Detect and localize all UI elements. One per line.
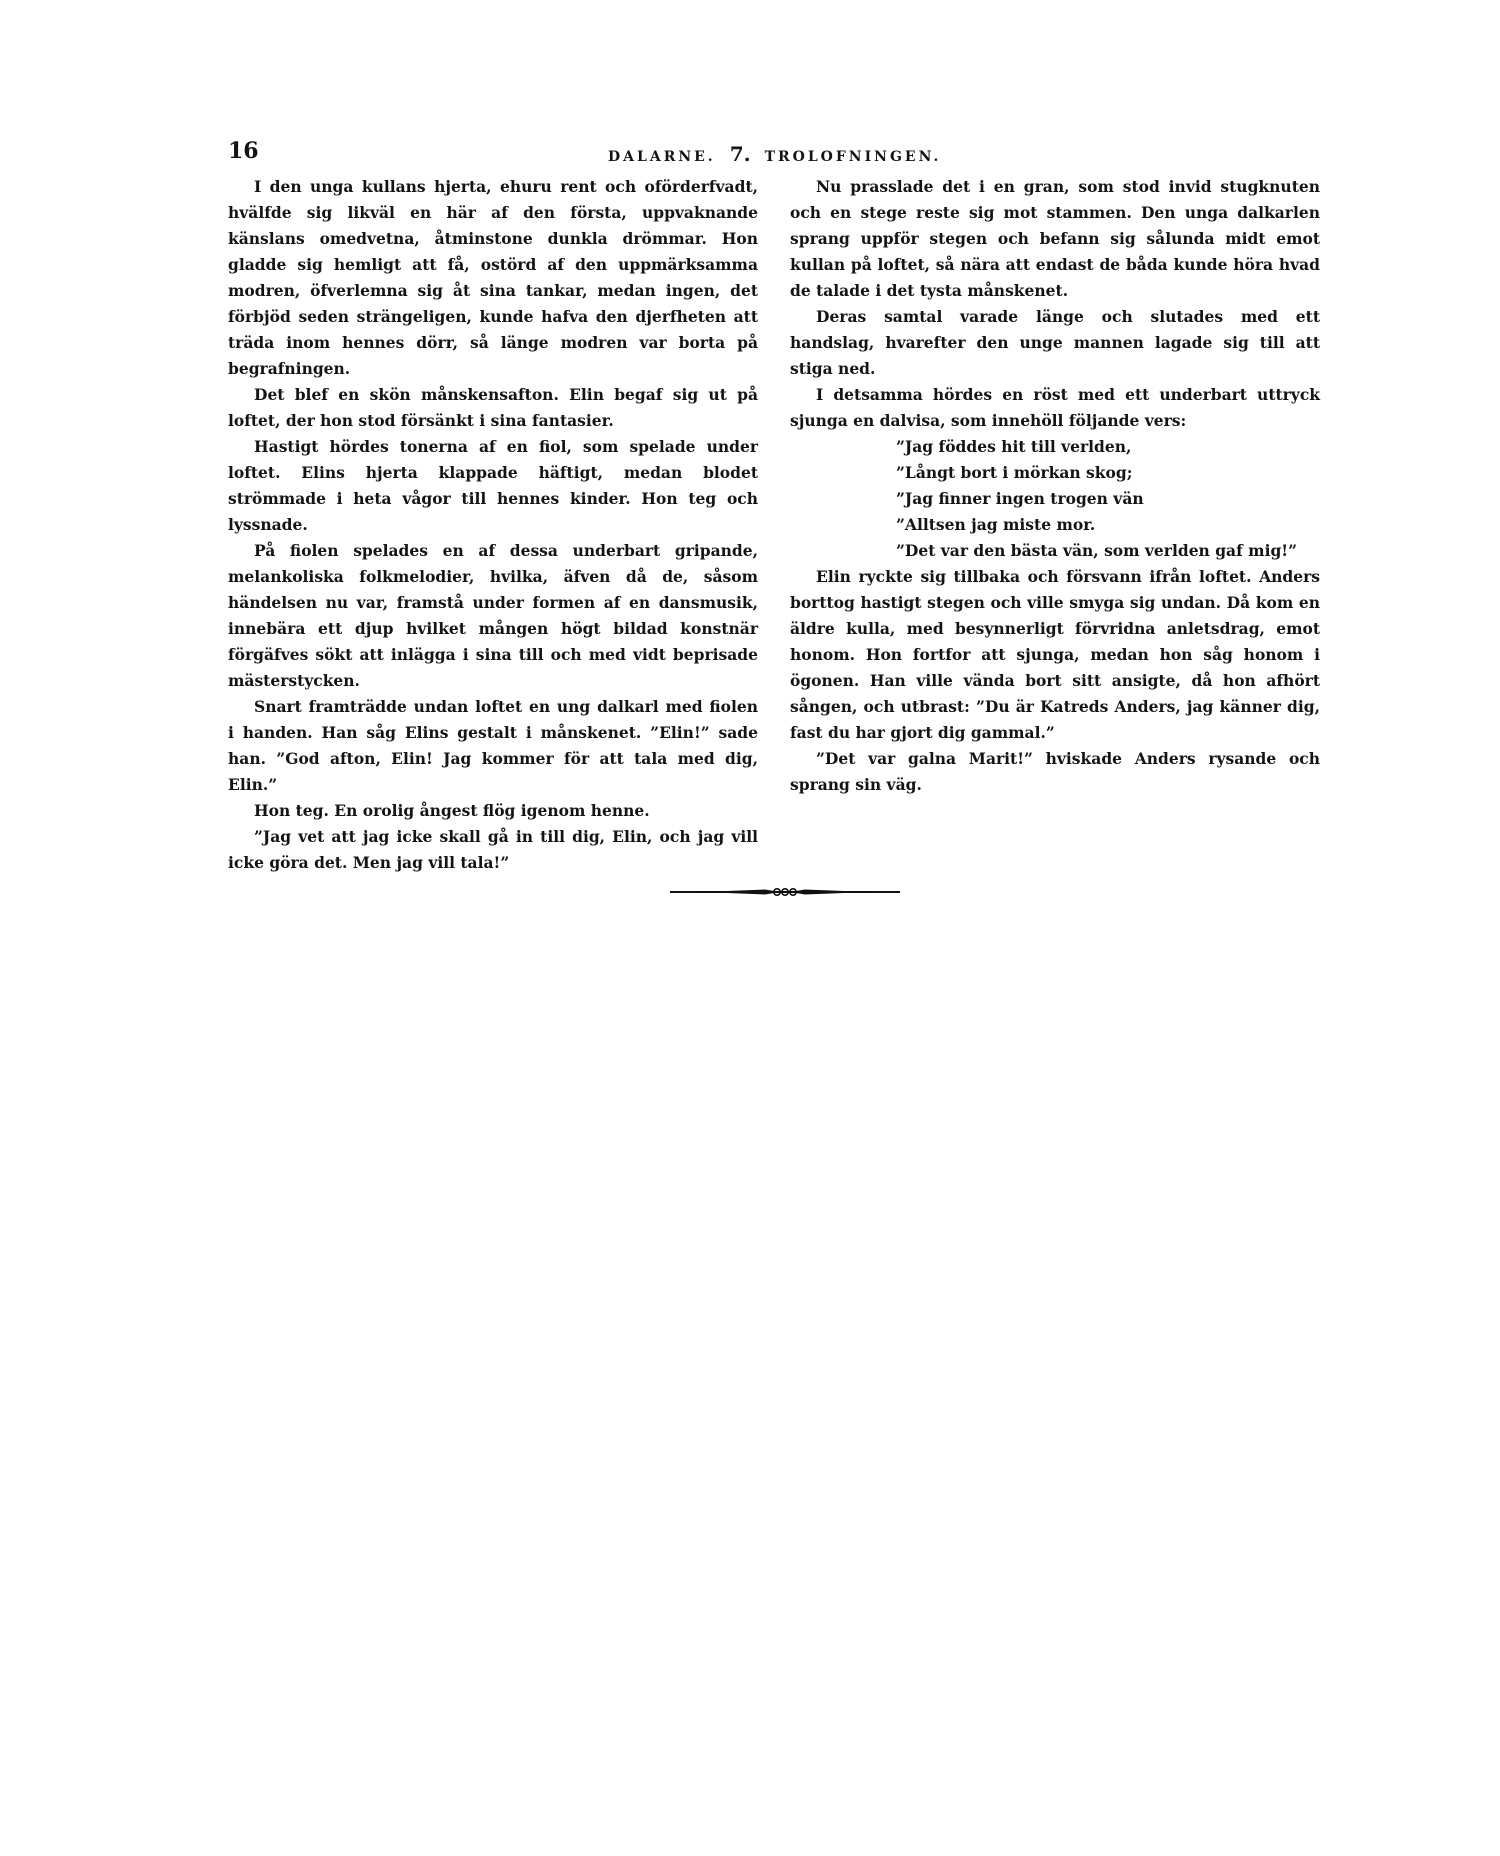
paragraph: Det blef en skön månskensafton. Elin begaf sig ut på loftet, der hon stod försänkt i sina fantasier. bbox=[228, 385, 758, 430]
right-column bbox=[790, 174, 1320, 798]
paragraph: Hon teg. En orolig ångest flög igenom henne. bbox=[254, 801, 650, 820]
paragraph: Elin ryckte sig tillbaka och försvann ifrån loftet. Anders borttog hastigt stegen och ville smyga sig undan. Då kom en äldre kulla, med besynnerligt förvridna anletsdrag, emot honom. Hon fortfor att sjunga, medan hon såg honom i ögonen. Han ville vända bort sitt ansigte, då hon afhört sången, och utbrast: ”Du är Katreds Anders, jag känner dig, fast du har gjort dig gammal.” bbox=[790, 567, 1320, 742]
verse-line: ”Det var den bästa vän, som verlden gaf mig!” bbox=[896, 541, 1298, 560]
page-number: 16 bbox=[228, 138, 259, 164]
left-column bbox=[228, 174, 758, 876]
ornament-divider bbox=[670, 883, 900, 901]
paragraph: ”Det var galna Marit!” hviskade Anders rysande och sprang sin väg. bbox=[790, 749, 1320, 794]
paragraph: Hastigt hördes tonerna af en fiol, som spelade under loftet. Elins hjerta klappade häftigt, medan blodet strömmade i heta vågor till hennes kinder. Hon teg och lyssnade. bbox=[228, 437, 758, 534]
paragraph: ”Jag vet att jag icke skall gå in till dig, Elin, och jag vill icke göra det. Men jag vill tala!” bbox=[228, 827, 758, 872]
verse-line: ”Jag finner ingen trogen vän bbox=[896, 489, 1144, 508]
paragraph: I den unga kullans hjerta, ehuru rent och oförderfvadt, hvälfde sig likväl en här af den första, uppvaknande känslans omedvetna, åtminstone dunkla drömmar. Hon gladde sig hemligt att få, ostörd af den uppmärksamma modren, öfverlemna sig åt sina tankar, medan ingen, det förbjöd seden strängeligen, kunde hafva den djerfheten att träda inom hennes dörr, så länge modren var borta på begrafningen. bbox=[228, 177, 758, 378]
running-head-left: DALARNE. bbox=[608, 149, 716, 165]
verse-line: ”Jag föddes hit till verlden, bbox=[896, 437, 1132, 456]
paragraph: I detsamma hördes en röst med ett underbart uttryck sjunga en dalvisa, som innehöll följande vers: bbox=[790, 385, 1320, 430]
page-header bbox=[228, 138, 1358, 168]
paragraph: På fiolen spelades en af dessa underbart gripande, melankoliska folkmelodier, hvilka, äfven då de, såsom händelsen nu var, framstå under formen af en dansmusik, innebära ett djup hvilket mången högt bildad konstnär förgäfves sökt att inlägga i sina till och med vidt beprisade mästerstycken. bbox=[228, 541, 758, 690]
running-head-right: TROLOFNINGEN. bbox=[764, 149, 942, 165]
chapter-number: 7. bbox=[729, 142, 751, 166]
paragraph: Snart framträdde undan loftet en ung dalkarl med fiolen i handen. Han såg Elins gestalt i månskenet. ”Elin!” sade han. ”God afton, Elin! Jag kommer för att tala med dig, Elin.” bbox=[228, 697, 758, 794]
verse-line: ”Långt bort i mörkan skog; bbox=[896, 463, 1133, 482]
verse-line: ”Alltsen jag miste mor. bbox=[896, 515, 1096, 534]
paragraph: Nu prasslade det i en gran, som stod invid stugknuten och en stege reste sig mot stammen. Den unga dalkarlen sprang uppför stegen och befann sig sålunda midt emot kullan på loftet, så nära att endast de båda kunde höra hvad de talade i det tysta månskenet. bbox=[790, 177, 1320, 300]
running-head bbox=[608, 142, 941, 166]
paragraph: Deras samtal varade länge och slutades med ett handslag, hvarefter den unge mannen lagade sig till att stiga ned. bbox=[790, 307, 1320, 378]
